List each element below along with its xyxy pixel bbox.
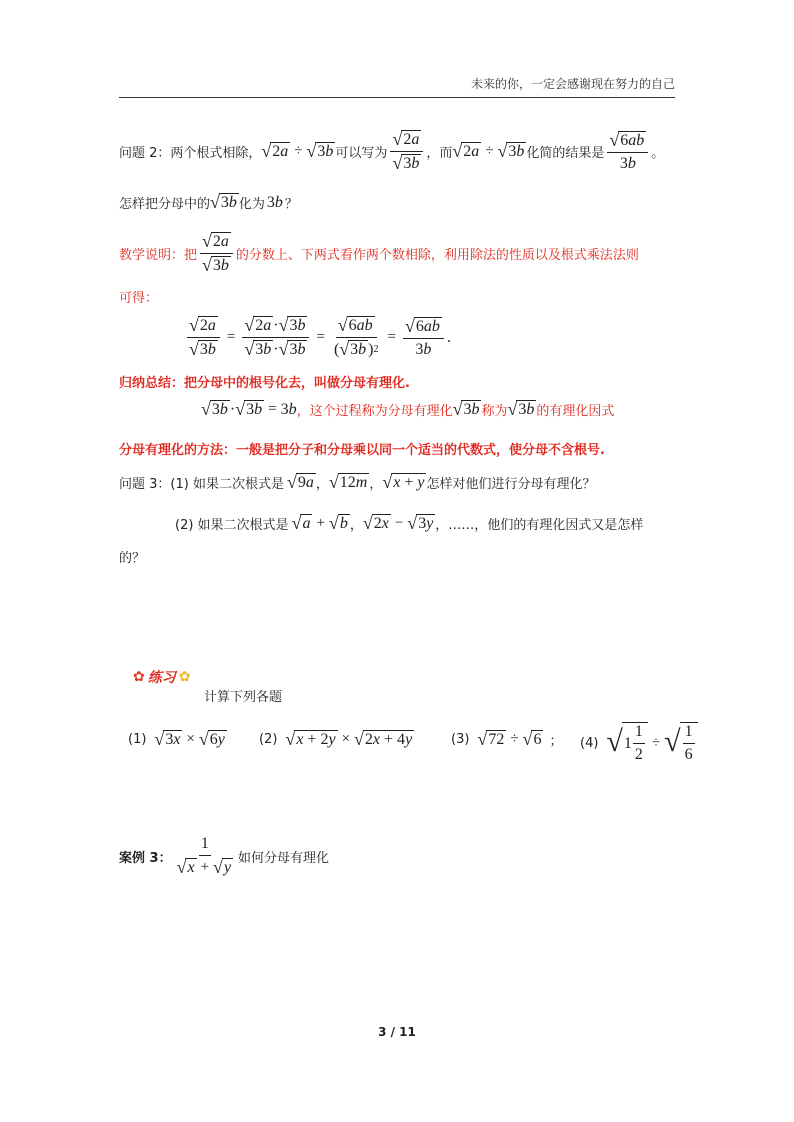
fraction-teach: √ 2a √ 3b: [200, 232, 233, 275]
q2b-text2: 化为: [238, 197, 265, 212]
fraction-sqrt6ab-over-3b: √ 6ab 3 b: [607, 131, 648, 173]
teaching-note: [119, 232, 639, 275]
q2-end: 。: [651, 146, 665, 161]
rat-text2: 称为: [481, 404, 508, 419]
item-label: (1): [128, 732, 147, 747]
rationalizing-factor-line: √ 3b · √ 3b = 3b ，这个过程称为分母有理化 √ 3b 称为 √ 3b 的有理化因式: [201, 399, 615, 419]
star-icon: ✿: [178, 669, 191, 685]
q3-p2-prefix: (2) 如果二次根式是: [175, 518, 289, 533]
question-2: 问题 2：两个根式相除， √ 2a ÷ √ 3b 可以写为 √ 2a √ 3b ，而 √ 2a ÷ √ 3b 化简的结果是 √ 6ab 3 b 。: [119, 129, 665, 173]
practice-item-2: (2) √ x + 2y × √ 2x + 4y: [259, 729, 413, 749]
q2b-text1: 怎样把分母中的: [119, 197, 211, 212]
practice-item-3: (3) √ 72 ÷ √ 6 ；: [451, 729, 563, 749]
case-3: [119, 835, 329, 877]
rationalize-equation: √ 2a √ 3b = √ 2a · √ 3b √ 3b · √ 3b = √ 6ab ( √ 3b ) 2 = √ 6ab 3 b .: [189, 315, 451, 359]
teach-text1: 教学说明：把: [119, 248, 198, 263]
page-number: 3 / 11: [378, 1025, 416, 1039]
item-label: (2): [259, 732, 278, 747]
q3-p2-end: 的？: [119, 551, 146, 566]
q3-suffix: 怎样对他们进行分母有理化？: [426, 477, 596, 492]
practice-item-1: (1) √ 3x × √ 6y: [128, 729, 225, 749]
item-label: (3): [451, 732, 470, 747]
question-2b: 怎样把分母中的 √ 3b 化为 3b ？: [119, 192, 298, 212]
q3-prefix: 问题 3：(1) 如果二次根式是: [119, 477, 284, 492]
teach-text2: 的分数上、下两式看作两个数相除，利用除法的性质以及根式乘法法则: [235, 248, 639, 263]
fraction-case3: 1 √ x + √ y: [176, 835, 232, 877]
practice-badge: [133, 667, 190, 687]
summary: 归纳总结：把分母中的根号化去，叫做分母有理化.: [119, 376, 410, 391]
q2-prefix: 问题 2：两个根式相除，: [119, 146, 262, 161]
q3-ellipsis: ，……，: [435, 518, 488, 533]
q3-comma: ，: [369, 477, 383, 492]
q3-p2-suffix: 他们的有理化因式又是怎样: [487, 518, 644, 533]
question-3-part2: (2) 如果二次根式是 √ a + √ b ， √ 2x − √ 3y ，……， 他们的有理化因式又是怎样: [175, 513, 644, 533]
case3-label: 案例 3：: [119, 850, 172, 866]
sqrt-2a: √ 2a: [261, 141, 289, 161]
header-rule: [119, 97, 675, 98]
rat-text1: ，这个过程称为分母有理化: [296, 404, 453, 419]
practice-badge-text: 练习: [147, 671, 176, 686]
fraction-sqrt2a-over-sqrt3b: √ 2a √ 3b: [390, 130, 423, 173]
case3-text: 如何分母有理化: [238, 850, 330, 866]
q2b-tail: ？: [284, 197, 298, 212]
teach-line2: 可得：: [119, 291, 159, 306]
semicolon: ；: [549, 734, 563, 749]
item-label: (4): [580, 735, 599, 751]
practice-title: 计算下列各题: [204, 690, 283, 705]
star-icon: ✿: [133, 669, 145, 685]
q2-mid3: 化简的结果是: [526, 146, 605, 161]
q2-mid2: ，而: [426, 146, 453, 161]
method: 分母有理化的方法：一般是把分子和分母乘以同一个适当的代数式，使分母不含根号.: [119, 443, 605, 458]
header-motto: 未来的你，一定会感谢现在努力的自己: [470, 77, 675, 91]
question-3: 问题 3：(1) 如果二次根式是 √ 9a ， √ 12m ， √ x + y 怎样对他们进行分母有理化？: [119, 472, 596, 492]
sqrt-3b: √ 3b: [306, 141, 334, 161]
practice-item-4: (4) √ 1 $\frac{1}{2}$ ÷ √ $\frac{1}{6}$: [580, 722, 698, 764]
q3-comma: ，: [349, 518, 363, 533]
q3-comma: ，: [315, 477, 329, 492]
rat-text3: 的有理化因式: [536, 404, 615, 419]
q2-mid1: 可以写为: [335, 146, 388, 161]
